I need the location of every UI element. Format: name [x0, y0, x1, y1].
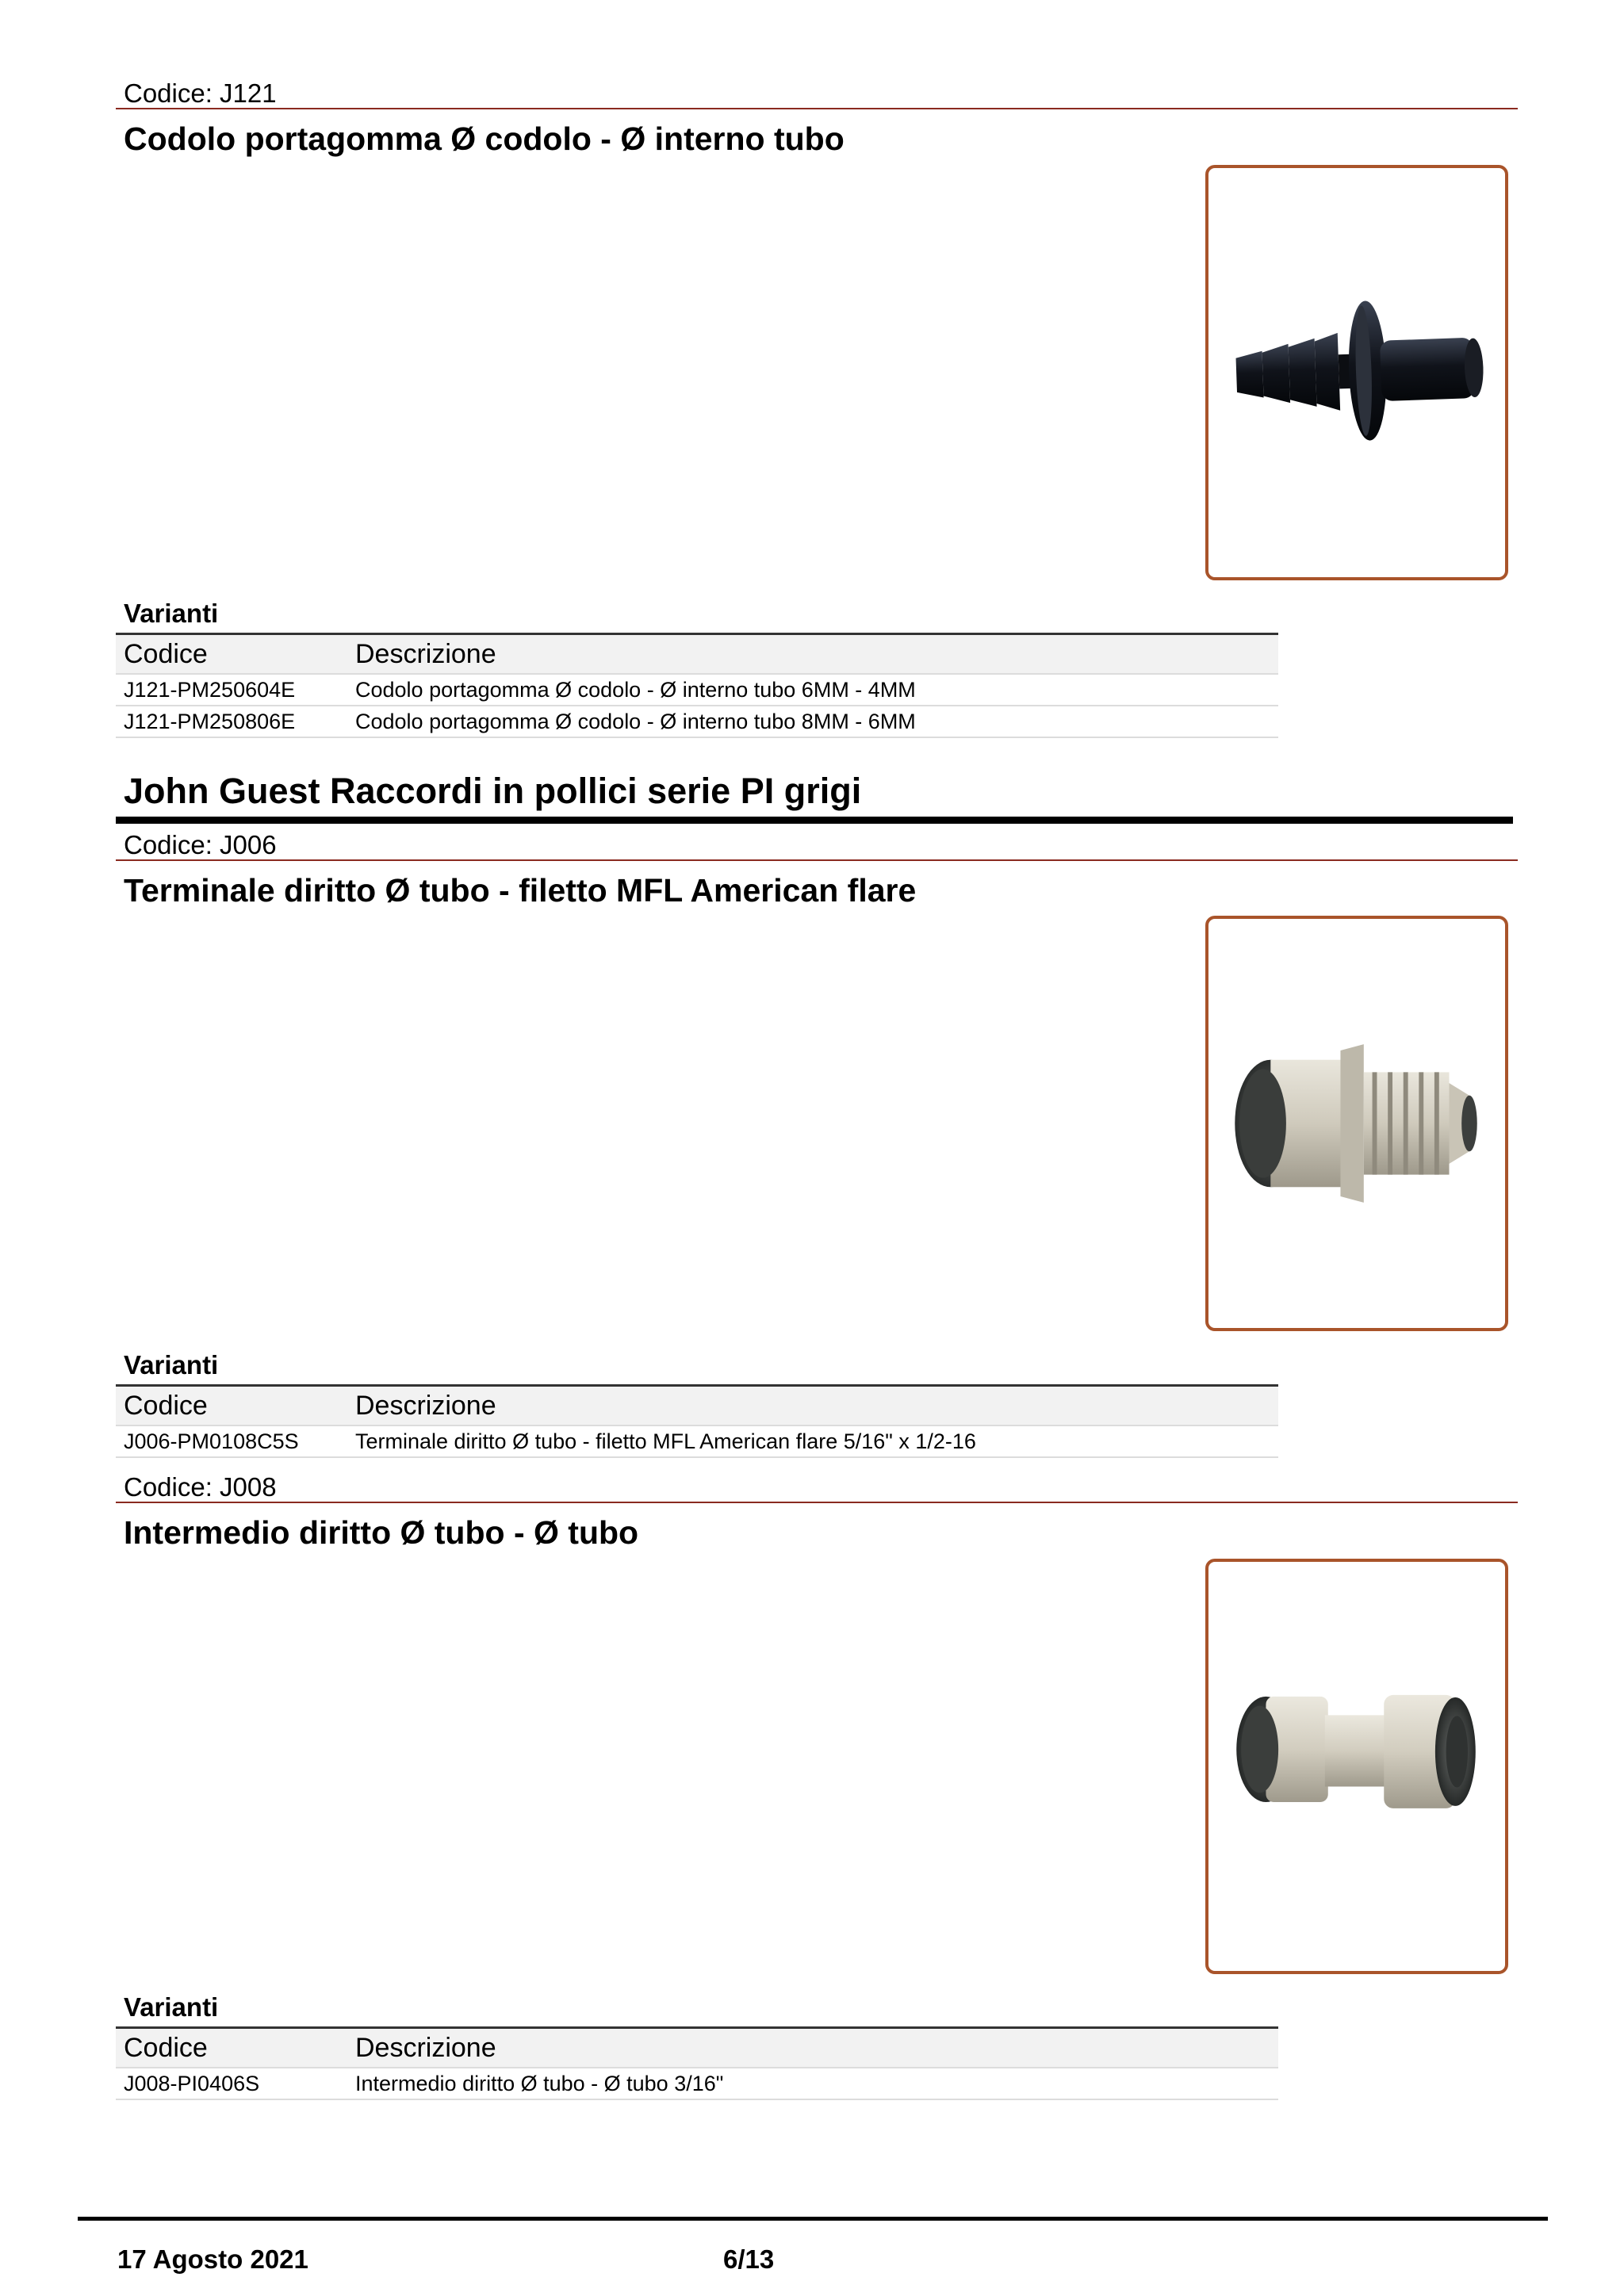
- footer-date: 17 Agosto 2021: [117, 2244, 308, 2274]
- page-number: 6/13: [723, 2244, 775, 2274]
- product-code-line: Codice: J006: [116, 831, 1518, 861]
- product-photo: [1205, 916, 1508, 1331]
- column-header-descrizione: Descrizione: [347, 2028, 1278, 2068]
- grey-flare-terminal-fitting-icon: [1208, 919, 1505, 1328]
- table-row: [116, 674, 1278, 706]
- product-title: Terminale diritto Ø tubo - filetto MFL American flare: [124, 872, 917, 909]
- variant-code: J006-PM0108C5S: [116, 1425, 347, 1457]
- varianti-label: Varianti: [124, 599, 219, 628]
- table-row: [116, 1425, 1278, 1457]
- section-divider: [116, 817, 1513, 824]
- table-header-row: [116, 2028, 1278, 2068]
- product-photo: [1205, 165, 1508, 580]
- varianti-label: Varianti: [124, 1992, 219, 2022]
- product-title: Codolo portagomma Ø codolo - Ø interno tubo: [124, 121, 845, 157]
- variant-description: Intermedio diritto Ø tubo - Ø tubo 3/16": [347, 2068, 1278, 2099]
- table-row: [116, 2068, 1278, 2099]
- variant-description: Codolo portagomma Ø codolo - Ø interno tubo 8MM - 6MM: [347, 706, 1278, 737]
- column-header-descrizione: Descrizione: [347, 1386, 1278, 1426]
- product-code-line: Codice: J121: [116, 79, 1518, 109]
- variant-code: J121-PM250604E: [116, 674, 347, 706]
- black-hose-barb-fitting-icon: [1208, 168, 1505, 577]
- column-header-descrizione: Descrizione: [347, 634, 1278, 675]
- column-header-codice: Codice: [116, 2028, 347, 2068]
- variant-code: J008-PI0406S: [116, 2068, 347, 2099]
- variants-table: [116, 1384, 1278, 1458]
- variant-description: Terminale diritto Ø tubo - filetto MFL American flare 5/16" x 1/2-16: [347, 1425, 1278, 1457]
- column-header-codice: Codice: [116, 1386, 347, 1426]
- table-row: [116, 706, 1278, 737]
- product-title: Intermedio diritto Ø tubo - Ø tubo: [124, 1514, 639, 1551]
- footer-divider: [78, 2217, 1548, 2221]
- section-title: John Guest Raccordi in pollici serie PI grigi: [124, 771, 862, 811]
- column-header-codice: Codice: [116, 634, 347, 675]
- grey-straight-connector-fitting-icon: [1208, 1562, 1505, 1971]
- variants-table: [116, 2026, 1278, 2100]
- variant-code: J121-PM250806E: [116, 706, 347, 737]
- product-photo: [1205, 1559, 1508, 1974]
- table-header-row: [116, 1386, 1278, 1426]
- table-header-row: [116, 634, 1278, 675]
- product-code-line: Codice: J008: [116, 1473, 1518, 1503]
- variants-table: [116, 633, 1278, 738]
- varianti-label: Varianti: [124, 1350, 219, 1380]
- variant-description: Codolo portagomma Ø codolo - Ø interno tubo 6MM - 4MM: [347, 674, 1278, 706]
